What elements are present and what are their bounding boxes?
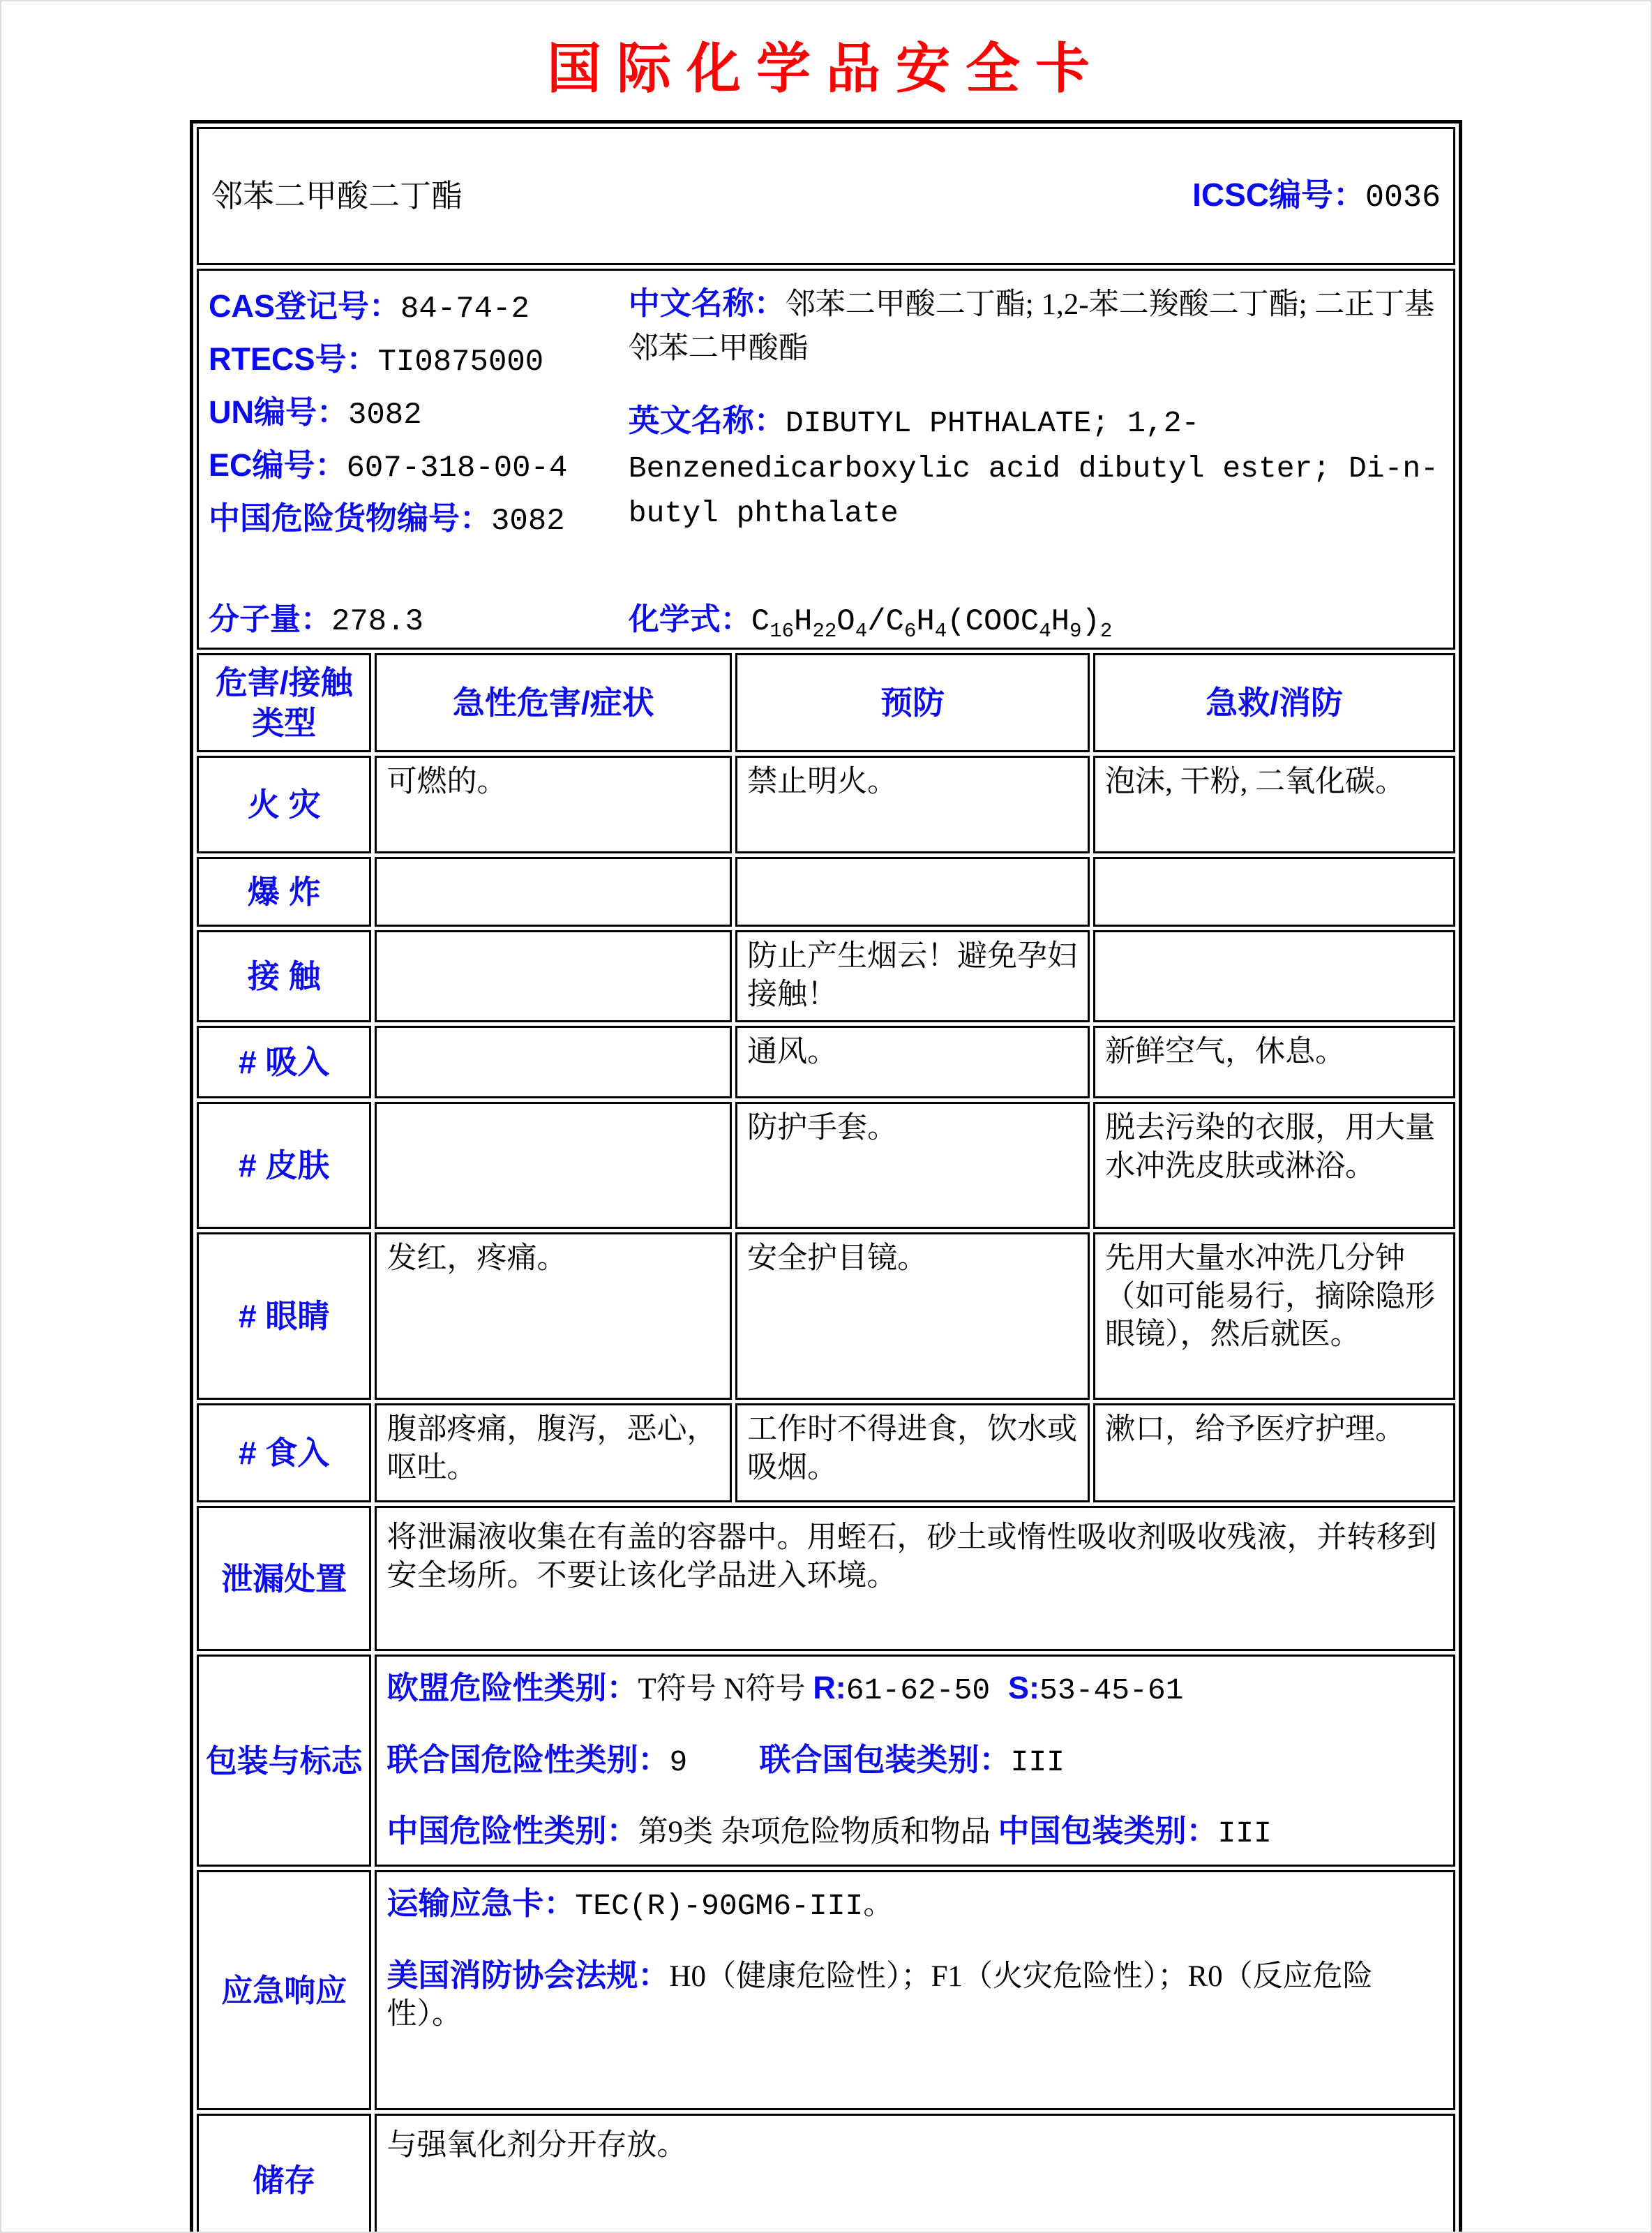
hazard-aid-text: 脱去污染的衣服，用大量水冲洗皮肤或淋浴。 — [1105, 1112, 1436, 1183]
identifier-value: 607-318-00-4 — [346, 451, 568, 486]
hazard-type-cell: 爆 炸 — [197, 857, 371, 927]
text-part: 联合国危险性类别： — [386, 1741, 670, 1777]
hazard-type-cell: 接 触 — [197, 930, 371, 1022]
section-content-cell — [375, 2114, 1455, 2233]
hazard-aid-text: 新鲜空气，休息。 — [1105, 1036, 1346, 1069]
hazard-aid-cell — [1093, 1026, 1455, 1098]
formula-segment: C — [751, 604, 770, 640]
hazard-symptoms-cell — [375, 930, 732, 1022]
text-part: 欧盟危险性类别： — [386, 1670, 638, 1706]
hazard-prevention-text: 防护手套。 — [747, 1112, 898, 1145]
molecular-weight-label: 分子量： — [209, 602, 331, 637]
identification-cell — [197, 269, 1455, 650]
hazard-aid-cell — [1093, 930, 1455, 1022]
text-part: 与强氧化剂分开存放。 — [386, 2129, 687, 2163]
formula-segment: 22 — [812, 620, 837, 643]
header-acute-hazards: 急性危害/症状 — [375, 653, 732, 752]
text-part: III — [1010, 1745, 1065, 1779]
text-part: S: — [1008, 1670, 1040, 1706]
hazard-row — [197, 930, 1455, 1022]
identifier-line — [209, 392, 629, 435]
identifier-list — [209, 276, 629, 562]
section-paragraph — [386, 1740, 1443, 1782]
hazard-prevention-cell — [735, 1102, 1090, 1229]
molecular-row — [209, 600, 1443, 642]
text-part: TEC(R)-90GM6-III。 — [575, 1889, 894, 1924]
section-row-packaging — [197, 1655, 1455, 1867]
hazard-prevention-text: 通风。 — [747, 1036, 838, 1069]
header-hazard-type: 危害/接触类型 — [197, 653, 371, 752]
hazard-type-cell: 火 灾 — [197, 756, 371, 853]
hazard-aid-cell — [1093, 756, 1455, 853]
hazard-symptoms-cell — [375, 1403, 732, 1502]
hazard-symptoms-cell — [375, 1026, 732, 1098]
header-prevention: 预防 — [735, 653, 1090, 752]
page-title: 国际化学品安全卡 — [546, 38, 1105, 99]
formula-segment: H — [794, 604, 813, 640]
text-part: 中国包装类别： — [998, 1813, 1218, 1849]
section-label-cell: 泄漏处置 — [197, 1506, 371, 1651]
hazard-row — [197, 1026, 1455, 1098]
identifier-line — [209, 445, 629, 488]
hazard-symptoms-cell — [375, 1232, 732, 1400]
formula-segment: 4 — [1039, 620, 1051, 643]
name-value: 邻苯二甲酸二丁酯; 1,2-苯二羧酸二丁酯; 二正丁基邻苯二甲酸酯 — [628, 288, 1435, 366]
hazard-prevention-cell — [735, 930, 1090, 1022]
section-label-cell: 包装与标志 — [197, 1655, 371, 1867]
hazard-symptoms-cell — [375, 1102, 732, 1229]
identifier-value: 3082 — [491, 503, 565, 539]
formula-segment: 2 — [1099, 620, 1113, 643]
hazard-type-cell: # 皮肤 — [197, 1102, 371, 1229]
identification-row — [197, 269, 1455, 650]
text-part: 联合国包装类别： — [759, 1741, 1011, 1777]
hazard-aid-text: 泡沫, 干粉, 二氧化碳。 — [1105, 766, 1406, 799]
hazard-type-cell: # 吸入 — [197, 1026, 371, 1098]
section-paragraph — [386, 2127, 1443, 2165]
text-part: 将泄漏液收集在有盖的容器中。用蛭石，砂土或惰性吸收剂吸收残液，并转移到安全场所。不要让该化学品进入环境。 — [386, 1521, 1437, 1592]
hazard-aid-cell — [1093, 857, 1455, 927]
name-label: 英文名称： — [628, 402, 786, 438]
substance-header-cell — [197, 127, 1455, 265]
text-part: 美国消防协会法规： — [386, 1957, 670, 1993]
section-paragraph — [386, 1811, 1443, 1853]
text-part: R: — [813, 1670, 846, 1706]
formula-segment: 6 — [903, 620, 917, 643]
text-part: H0（健康危险性）；F1（火灾危险性）；R0（反应危险性）。 — [386, 1959, 1373, 2031]
hazard-aid-cell — [1093, 1232, 1455, 1400]
icsc-number-group — [1083, 135, 1441, 257]
section-paragraph — [386, 1883, 1443, 1926]
hazard-row — [197, 756, 1455, 853]
formula-segment: 4 — [855, 620, 868, 643]
identifier-line — [209, 286, 629, 329]
hazard-prevention-text: 安全护目镜。 — [747, 1242, 928, 1276]
section-label-cell: 应急响应 — [197, 1870, 371, 2110]
hazard-symptoms-text: 可燃的。 — [386, 766, 507, 799]
icsc-label: ICSC编号： — [1192, 177, 1365, 214]
section-content-cell — [375, 1655, 1455, 1867]
safety-card — [190, 120, 1462, 2233]
hazard-symptoms-text: 发红，疼痛。 — [386, 1242, 567, 1276]
hazard-prevention-text: 禁止明火。 — [747, 766, 898, 799]
formula-segment: H — [916, 604, 935, 640]
hazard-prevention-cell — [735, 1026, 1090, 1098]
text-part: III — [1217, 1816, 1272, 1851]
formula-label: 化学式： — [628, 602, 751, 637]
hazard-row — [197, 1232, 1455, 1400]
text-part: 53-45-61 — [1039, 1673, 1184, 1708]
molecular-weight — [209, 600, 629, 642]
formula-segment: H — [1051, 604, 1070, 640]
text-part: 61-62-50 — [846, 1673, 1009, 1708]
hazard-aid-cell — [1093, 1403, 1455, 1502]
hazard-row — [197, 1403, 1455, 1502]
chemical-formula — [751, 604, 1113, 643]
identifier-value: TI0875000 — [377, 345, 544, 380]
name-list — [629, 276, 1443, 562]
hazard-type-cell: # 食入 — [197, 1403, 371, 1502]
identifier-label: UN编号： — [209, 394, 348, 431]
chemical-formula-group — [629, 600, 1443, 642]
identifier-value: 84-74-2 — [400, 292, 530, 327]
hazard-row — [197, 857, 1455, 927]
formula-segment: 16 — [769, 620, 795, 643]
section-content-cell — [375, 1506, 1455, 1651]
icsc-number: 0036 — [1365, 180, 1441, 216]
text-part: 9 — [669, 1745, 760, 1779]
section-paragraph — [386, 1668, 1443, 1710]
hazard-prevention-cell — [735, 857, 1090, 927]
hazard-symptoms-text: 腹部疼痛，腹泻，恶心，呕吐。 — [386, 1413, 717, 1484]
identifier-label: 中国危险货物编号： — [209, 500, 492, 536]
text-part: 运输应急卡： — [386, 1885, 576, 1922]
formula-segment: 9 — [1069, 620, 1082, 643]
formula-segment: ) — [1081, 604, 1100, 640]
formula-segment: O — [836, 604, 855, 640]
name-value: DIBUTYL PHTHALATE; 1,2-Benzenedicarboxylic acid dibutyl ester; Di-n-butyl phthalate — [628, 405, 1439, 531]
section-paragraph — [386, 1955, 1443, 2034]
hazard-prevention-cell — [735, 1232, 1090, 1400]
section-content-cell — [375, 1870, 1455, 2110]
hazard-aid-text: 漱口，给予医疗护理。 — [1105, 1413, 1406, 1447]
section-row-spill — [197, 1506, 1455, 1651]
hazard-aid-cell — [1093, 1102, 1455, 1229]
formula-segment: (COOC — [947, 604, 1039, 640]
name-label: 中文名称： — [628, 285, 786, 322]
text-part: 中国危险性类别： — [386, 1813, 638, 1849]
section-label-cell: 储存 — [197, 2114, 371, 2233]
text-part: 第9类 杂项危险物质和物品 — [638, 1816, 998, 1849]
text-part: T符号 N符号 — [638, 1673, 813, 1706]
formula-segment: 4 — [934, 620, 947, 643]
header-first-aid: 急救/消防 — [1093, 653, 1455, 752]
substance-header-row — [197, 127, 1455, 265]
identifier-value: 3082 — [348, 398, 422, 433]
hazard-table-header-row — [197, 653, 1455, 752]
hazard-type-cell: # 眼睛 — [197, 1232, 371, 1400]
hazard-prevention-text: 防止产生烟云！避免孕妇接触！ — [747, 940, 1078, 1011]
identifier-line — [209, 339, 629, 382]
identifier-label: RTECS号： — [209, 341, 378, 378]
molecular-weight-value: 278.3 — [331, 604, 424, 640]
hazard-row — [197, 1102, 1455, 1229]
name-block — [629, 281, 1443, 371]
section-paragraph — [386, 1519, 1443, 1595]
hazard-symptoms-cell — [375, 857, 732, 927]
hazard-prevention-cell — [735, 756, 1090, 853]
hazard-prevention-cell — [735, 1403, 1090, 1502]
safety-card-table — [193, 124, 1459, 2233]
section-row-storage — [197, 2114, 1455, 2233]
identifier-label: EC编号： — [209, 447, 347, 484]
hazard-symptoms-cell — [375, 756, 732, 853]
identifier-label: CAS登记号： — [209, 288, 401, 324]
hazard-prevention-text: 工作时不得进食，饮水或吸烟。 — [747, 1413, 1078, 1484]
substance-name: 邻苯二甲酸二丁酯 — [211, 178, 463, 214]
formula-segment: /C — [867, 604, 904, 640]
identifier-line — [209, 498, 629, 542]
hazard-aid-text: 先用大量水冲洗几分钟（如可能易行，摘除隐形眼镜），然后就医。 — [1105, 1242, 1436, 1352]
section-row-emergency — [197, 1870, 1455, 2110]
name-block — [629, 398, 1443, 536]
